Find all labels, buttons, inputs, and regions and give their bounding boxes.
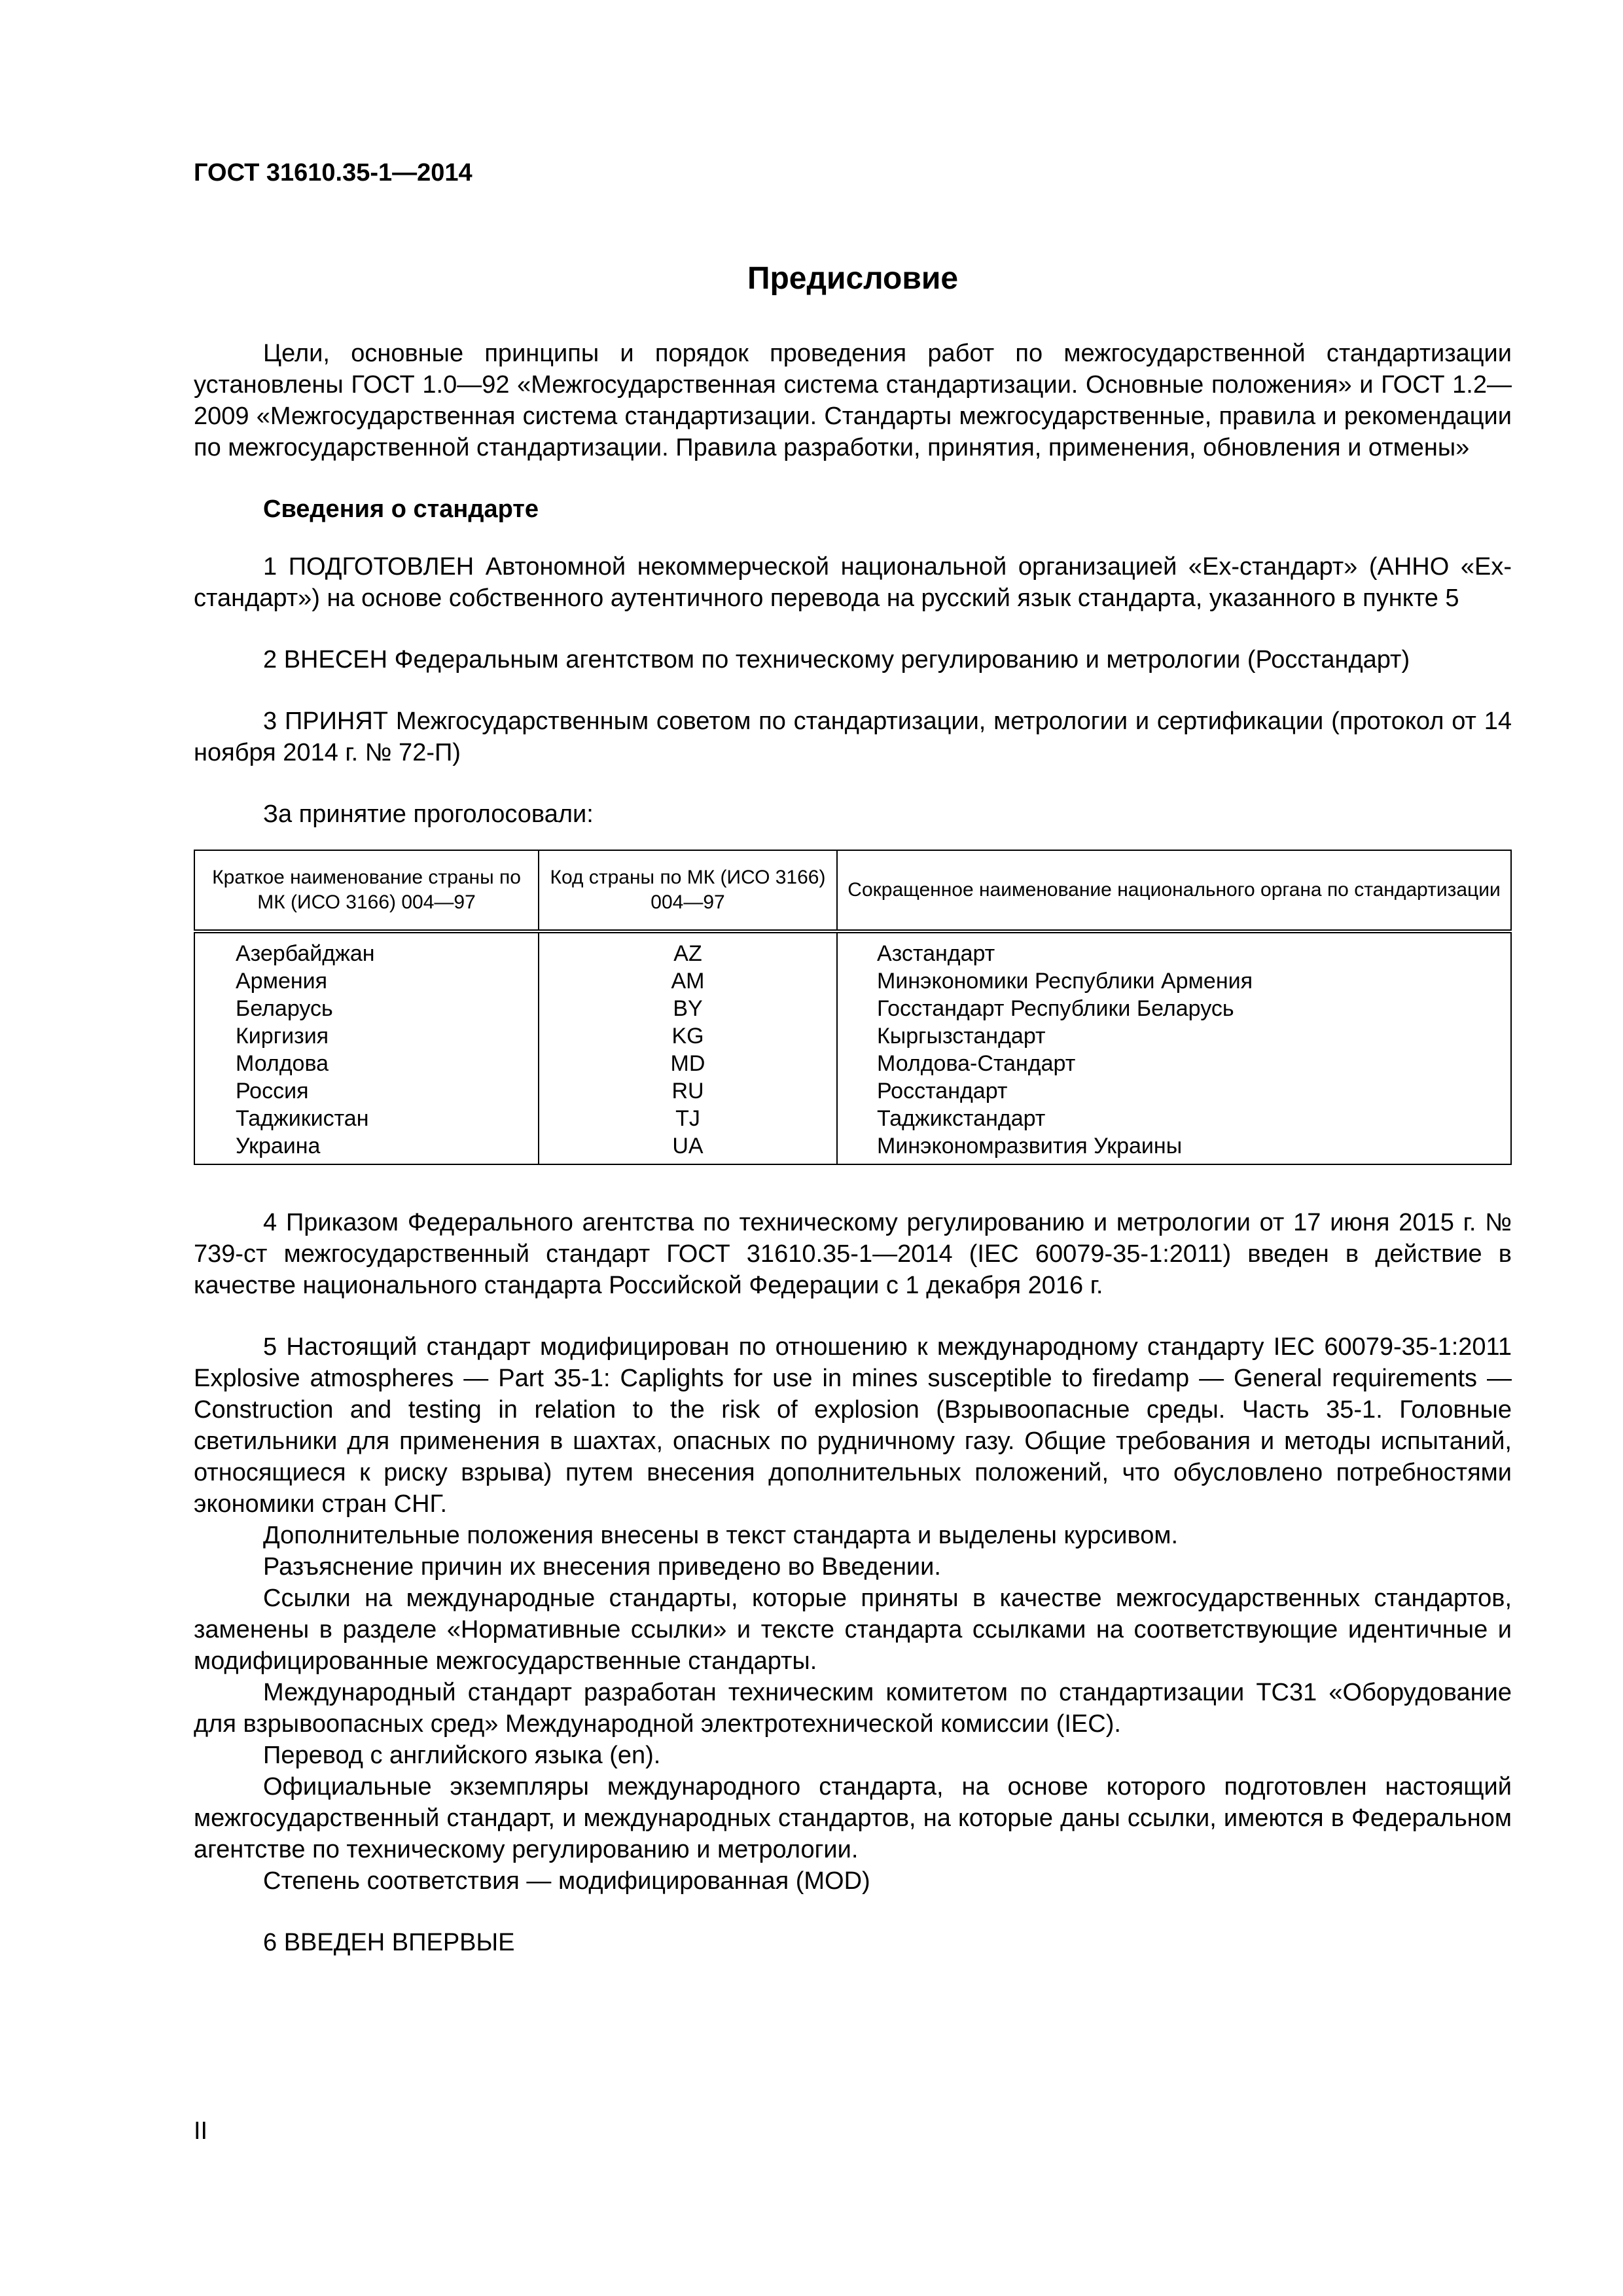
- item-5-additional-line: Официальные экземпляры международного стандарта, на основе которого подготовлен настоящий межгосударственный стандарт, и международных стандартов, на которые даны ссылки, имеются в Федеральном агентстве по техническому регулированию и метрологии.: [194, 1773, 1512, 1863]
- header-country-code: Код страны по МК (ИСО 3166) 004—97: [539, 850, 837, 931]
- country-name: Таджикистан: [236, 1106, 369, 1131]
- country-code: RU: [671, 1079, 704, 1103]
- item-5-additional-line: Разъяснение причин их внесения приведено во Введении.: [263, 1553, 941, 1581]
- item-6-paragraph: 6 ВВЕДЕН ВПЕРВЫЕ: [263, 1929, 515, 1956]
- standards-body: Минэкономики Республики Армения: [877, 969, 1253, 994]
- document-code: ГОСТ 31610.35-1—2014: [194, 159, 473, 187]
- country-name: Беларусь: [236, 996, 333, 1021]
- country-code: MD: [670, 1051, 705, 1076]
- country-code-column: [539, 931, 837, 1164]
- section-heading: Сведения о стандарте: [263, 495, 539, 523]
- country-code: BY: [673, 996, 703, 1021]
- table-header-row: [194, 850, 1511, 931]
- page-title: Предисловие: [747, 261, 959, 296]
- table-row: [194, 931, 1511, 1164]
- item-5-additional-line: Международный стандарт разработан техническим комитетом по стандартизации ТС31 «Оборудование для взрывоопасных сред» Международной электротехнической комиссии (IEC).: [194, 1679, 1512, 1738]
- page-number: II: [194, 2117, 208, 2145]
- standards-body: Молдова-Стандарт: [877, 1051, 1076, 1076]
- intro-paragraph: Цели, основные принципы и порядок проведения работ по межгосударственной стандартизации установлены ГОСТ 1.0—92 «Межгосударственная система стандартизации. Основные положения» и ГОСТ 1.2—2009 «Межгосударственная система стандартизации. Стандарты межгосударственные, правила и рекомендации по межгосударственной стандартизации. Правила разработки, принятия, применения, обновления и отмены»: [194, 340, 1512, 461]
- item-5-additional-line: Дополнительные положения внесены в текст стандарта и выделены курсивом.: [263, 1522, 1179, 1549]
- standards-body-column: [837, 931, 1511, 1164]
- standards-body: Таджикстандарт: [877, 1106, 1046, 1131]
- item-1-paragraph: 1 ПОДГОТОВЛЕН Автономной некоммерческой национальной организацией «Ех-стандарт» (АННО «Ех-стандарт») на основе собственного аутентичного перевода на русский язык стандарта, указанного в пункте 5: [194, 553, 1512, 612]
- country-name: Россия: [236, 1079, 309, 1103]
- standards-body: Кыргызстандарт: [877, 1024, 1046, 1049]
- country-code: UA: [672, 1134, 704, 1158]
- item-5-additional-line: Ссылки на международные стандарты, которые приняты в качестве межгосударственных стандартов, заменены в разделе «Нормативные ссылки» и тексте стандарта ссылками на соответствующие идентичные и модифицированные межгосударственные стандарты.: [194, 1585, 1512, 1675]
- country-name-column: [194, 931, 539, 1164]
- header-standards-body: Сокращенное наименование национального органа по стандартизации: [837, 850, 1511, 931]
- standards-body: Азстандарт: [877, 941, 995, 966]
- country-name: Молдова: [236, 1051, 329, 1076]
- country-code: AZ: [673, 941, 702, 966]
- item-5-additional-line: Степень соответствия — модифицированная (MOD): [263, 1867, 870, 1895]
- country-code: AM: [671, 969, 705, 994]
- document-page: [194, 157, 1512, 1958]
- item-2-paragraph: 2 ВНЕСЕН Федеральным агентством по техническому регулированию и метрологии (Росстандарт): [263, 646, 1410, 673]
- header-country-name: Краткое наименование страны по МК (ИСО 3166) 004—97: [194, 850, 539, 931]
- item-5-paragraph: 5 Настоящий стандарт модифицирован по отношению к международному стандарту IEC 60079-35-1:2011 Explosive atmospheres — Part 35-1: Caplights for use in mines susceptible to firedamp — General requirements — Construction and testing in relation to the risk of explosion (Взрывоопасные среды. Часть 35-1. Головные светильники для применения в шахтах, опасных по рудничному газу. Общие требования и методы испытаний, относящиеся к риску взрыва) путем внесения дополнительных положений, что обусловлено потребностями экономики стран СНГ.: [194, 1333, 1512, 1518]
- standards-body: Росстандарт: [877, 1079, 1008, 1103]
- item-4-paragraph: 4 Приказом Федерального агентства по техническому регулированию и метрологии от 17 июня 2015 г. № 739-ст межгосударственный стандарт ГОСТ 31610.35-1—2014 (IEC 60079-35-1:2011) введен в действие в качестве национального стандарта Российской Федерации с 1 декабря 2016 г.: [194, 1209, 1512, 1299]
- country-name: Армения: [236, 969, 328, 994]
- country-code: KG: [671, 1024, 704, 1049]
- country-name: Азербайджан: [236, 941, 375, 966]
- standards-body: Минэкономразвития Украины: [877, 1134, 1183, 1158]
- country-name: Украина: [236, 1134, 321, 1158]
- item-5-additional-line: Перевод с английского языка (en).: [263, 1742, 661, 1769]
- vote-label: За принятие проголосовали:: [263, 800, 594, 828]
- country-code: TJ: [675, 1106, 700, 1131]
- standards-body: Госстандарт Республики Беларусь: [877, 996, 1234, 1021]
- voting-countries-table: [194, 850, 1512, 1165]
- country-name: Киргизия: [236, 1024, 329, 1049]
- item-3-paragraph: 3 ПРИНЯТ Межгосударственным советом по стандартизации, метрологии и сертификации (протокол от 14 ноября 2014 г. № 72-П): [194, 708, 1512, 766]
